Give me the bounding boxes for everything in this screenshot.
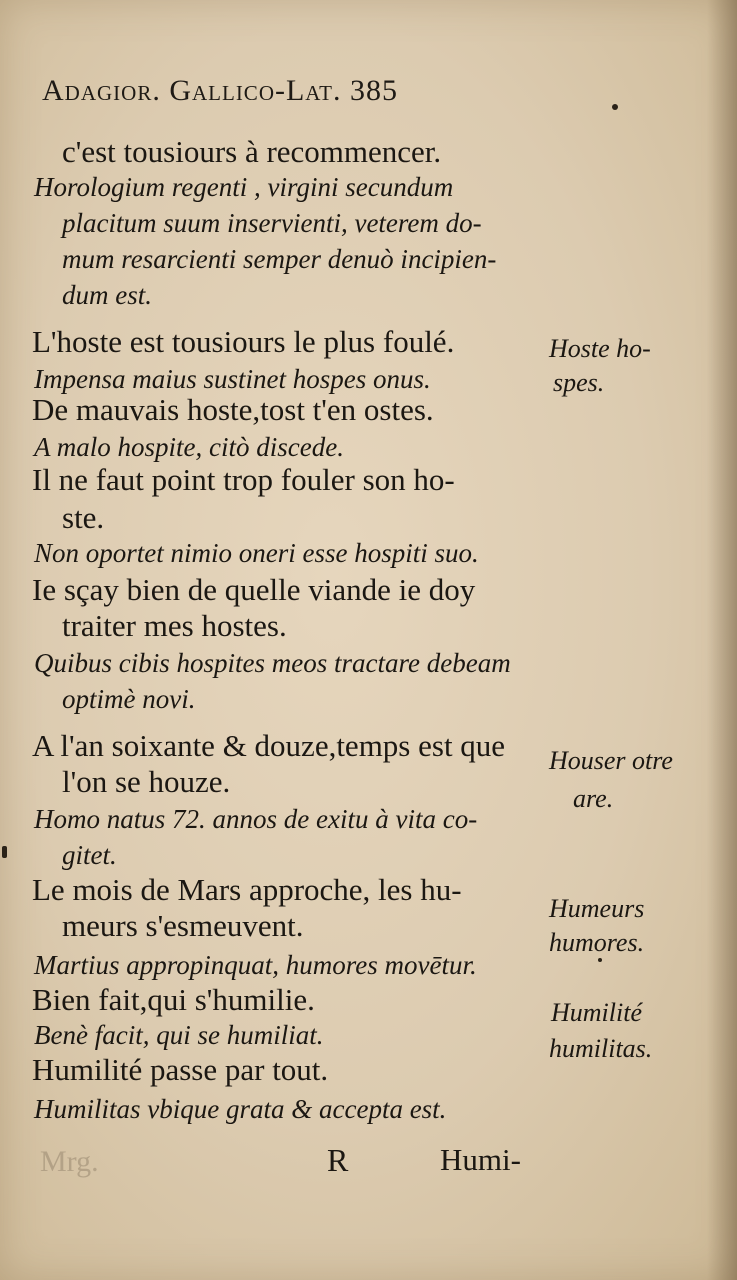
text-line: Ie sçay bien de quelle viande ie doy	[32, 572, 476, 607]
text-line: Homo natus 72. annos de exitu à vita co-	[34, 804, 478, 834]
text-line: meurs s'esmeuvent.	[62, 908, 304, 943]
bleed-through-text: Mrg.	[40, 1145, 99, 1178]
text-line: A malo hospite, citò discede.	[34, 432, 344, 462]
catchword: Humi-	[440, 1142, 521, 1177]
margin-note: Houser otre	[549, 746, 673, 775]
page-gutter-shadow	[707, 0, 737, 1280]
text-line: Martius appropinquat, humores movētur.	[34, 950, 477, 980]
text-line: dum est.	[62, 280, 152, 310]
margin-note: spes.	[553, 368, 605, 397]
text-line: Humilitas vbique grata & accepta est.	[34, 1094, 447, 1124]
text-line: c'est tousiours à recommencer.	[62, 134, 442, 169]
ink-speck	[612, 104, 618, 110]
text-line: Non oportet nimio oneri esse hospiti suo.	[34, 538, 479, 568]
text-line: ste.	[62, 500, 105, 535]
text-line: placitum suum inservienti, veterem do-	[62, 208, 482, 238]
text-line: Quibus cibis hospites meos tractare debeam	[34, 648, 511, 678]
text-line: Le mois de Mars approche, les hu-	[32, 872, 462, 907]
margin-note: are.	[573, 784, 614, 813]
margin-note: humores.	[549, 928, 645, 957]
text-line: mum resarcienti semper denuò incipien-	[62, 244, 497, 274]
margin-note: Hoste ho-	[549, 334, 651, 363]
ink-speck	[598, 958, 602, 962]
text-line: traiter mes hostes.	[62, 608, 287, 643]
text-line: Bien fait,qui s'humilie.	[32, 982, 315, 1017]
text-line: Impensa maius sustinet hospes onus.	[34, 364, 431, 394]
text-line: L'hoste est tousiours le plus foulé.	[32, 324, 455, 359]
text-line: De mauvais hoste,tost t'en ostes.	[32, 392, 434, 427]
running-head: Adagior. Gallico-Lat. 385	[42, 74, 398, 107]
signature-mark: R	[327, 1142, 349, 1178]
text-line: gitet.	[62, 840, 117, 870]
margin-note: Humeurs	[549, 894, 645, 923]
text-line: Benè facit, qui se humiliat.	[34, 1020, 324, 1050]
text-line: l'on se houze.	[62, 764, 231, 799]
text-line: Horologium regenti , virgini secundum	[34, 172, 454, 202]
ink-speck	[2, 846, 7, 858]
text-line: Il ne faut point trop fouler son ho-	[32, 462, 455, 497]
text-line: optimè novi.	[62, 684, 196, 714]
text-line: A l'an soixante & douze,temps est que	[32, 728, 506, 763]
margin-note: Humilité	[551, 998, 642, 1027]
margin-note: humilitas.	[549, 1034, 653, 1063]
text-line: Humilité passe par tout.	[32, 1052, 329, 1087]
